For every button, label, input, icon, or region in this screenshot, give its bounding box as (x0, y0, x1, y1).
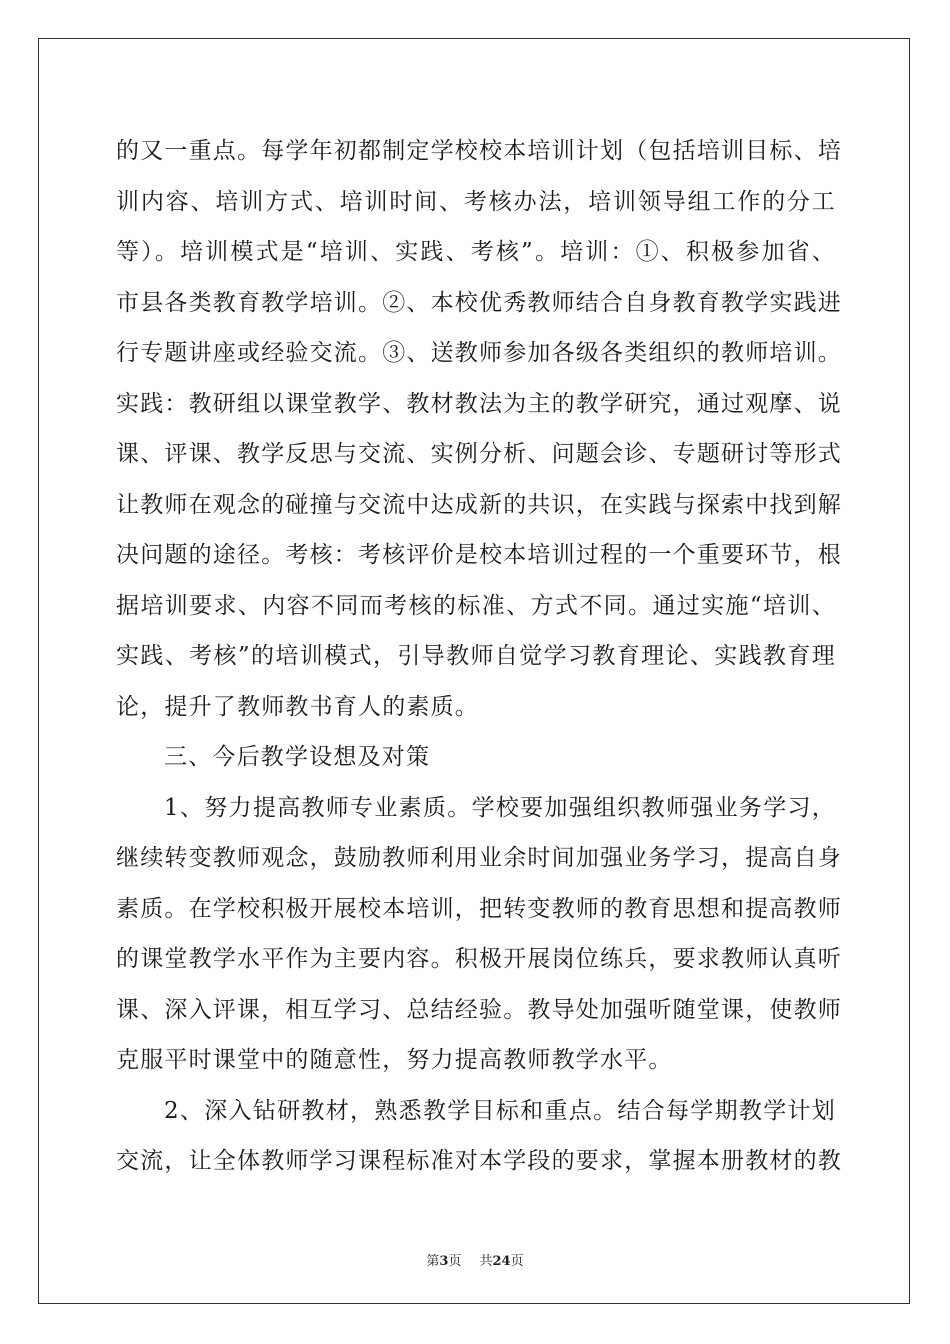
text-line: 训内容、培训方式、培训时间、考核办法，培训领导组工作的分工 (116, 188, 836, 215)
text-line: 的又一重点。每学年初都制定学校校本培训计划（包括培训目标、培 (116, 138, 842, 164)
text-line: 行专题讲座或经验交流。③、送教师参加各级各类组织的教师培训。 (116, 340, 842, 366)
text-line: 1、努力提高教师专业素质。学校要加强组织教师强业务学习， (164, 794, 836, 821)
page-suffix: 页 (448, 1254, 462, 1269)
total-prefix: 共 (479, 1254, 493, 1269)
page-current: 3 (439, 1254, 449, 1269)
text-line: 等）。培训模式是“培训、实践、考核”。培训：①、积极参加省、 (116, 239, 836, 265)
text-line: 让教师在观念的碰撞与交流中达成新的共识，在实践与探索中找到解 (116, 491, 842, 518)
text-line: 的课堂教学水平作为主要内容。积极开展岗位练兵，要求教师认真听 (116, 946, 842, 972)
page-footer (0, 1250, 950, 1269)
text-line: 论，提升了教师教书育人的素质。 (116, 693, 479, 720)
text-line: 决问题的途径。考核：考核评价是校本培训过程的一个重要环节，根 (116, 542, 842, 568)
text-line: 市县各类教育教学培训。②、本校优秀教师结合自身教育教学实践进 (116, 289, 842, 316)
text-line: 克服平时课堂中的随意性，努力提高教师教学水平。 (116, 1047, 673, 1073)
section-heading: 三、今后教学设想及对策 (164, 744, 431, 770)
document-body (116, 126, 842, 1187)
total-suffix: 页 (510, 1254, 524, 1269)
text-line: 交流，让全体教师学习课程标准对本学段的要求，掌握本册教材的教 (116, 1148, 842, 1174)
text-line: 实践：教研组以课堂教学、教材教法为主的教学研究，通过观摩、说 (116, 390, 842, 417)
text-line: 素质。在学校积极开展校本培训，把转变教师的教育思想和提高教师 (116, 895, 842, 922)
text-line: 据培训要求、内容不同而考核的标准、方式不同。通过实施“培训、 (116, 592, 836, 619)
text-line: 2、深入钻研教材，熟悉教学目标和重点。结合每学期教学计划 (164, 1097, 836, 1124)
text-line: 实践、考核”的培训模式，引导教师自觉学习教育理论、实践教育理 (116, 643, 836, 669)
text-line: 课、深入评课，相互学习、总结经验。教导处加强听随堂课，使教师 (116, 996, 842, 1023)
text-line: 课、评课、教学反思与交流、实例分析、问题会诊、专题研讨等形式 (116, 441, 842, 467)
page-prefix: 第 (426, 1254, 440, 1269)
page-total: 24 (492, 1254, 511, 1269)
text-line: 继续转变教师观念，鼓励教师利用业余时间加强业务学习，提高自身 (116, 845, 842, 871)
